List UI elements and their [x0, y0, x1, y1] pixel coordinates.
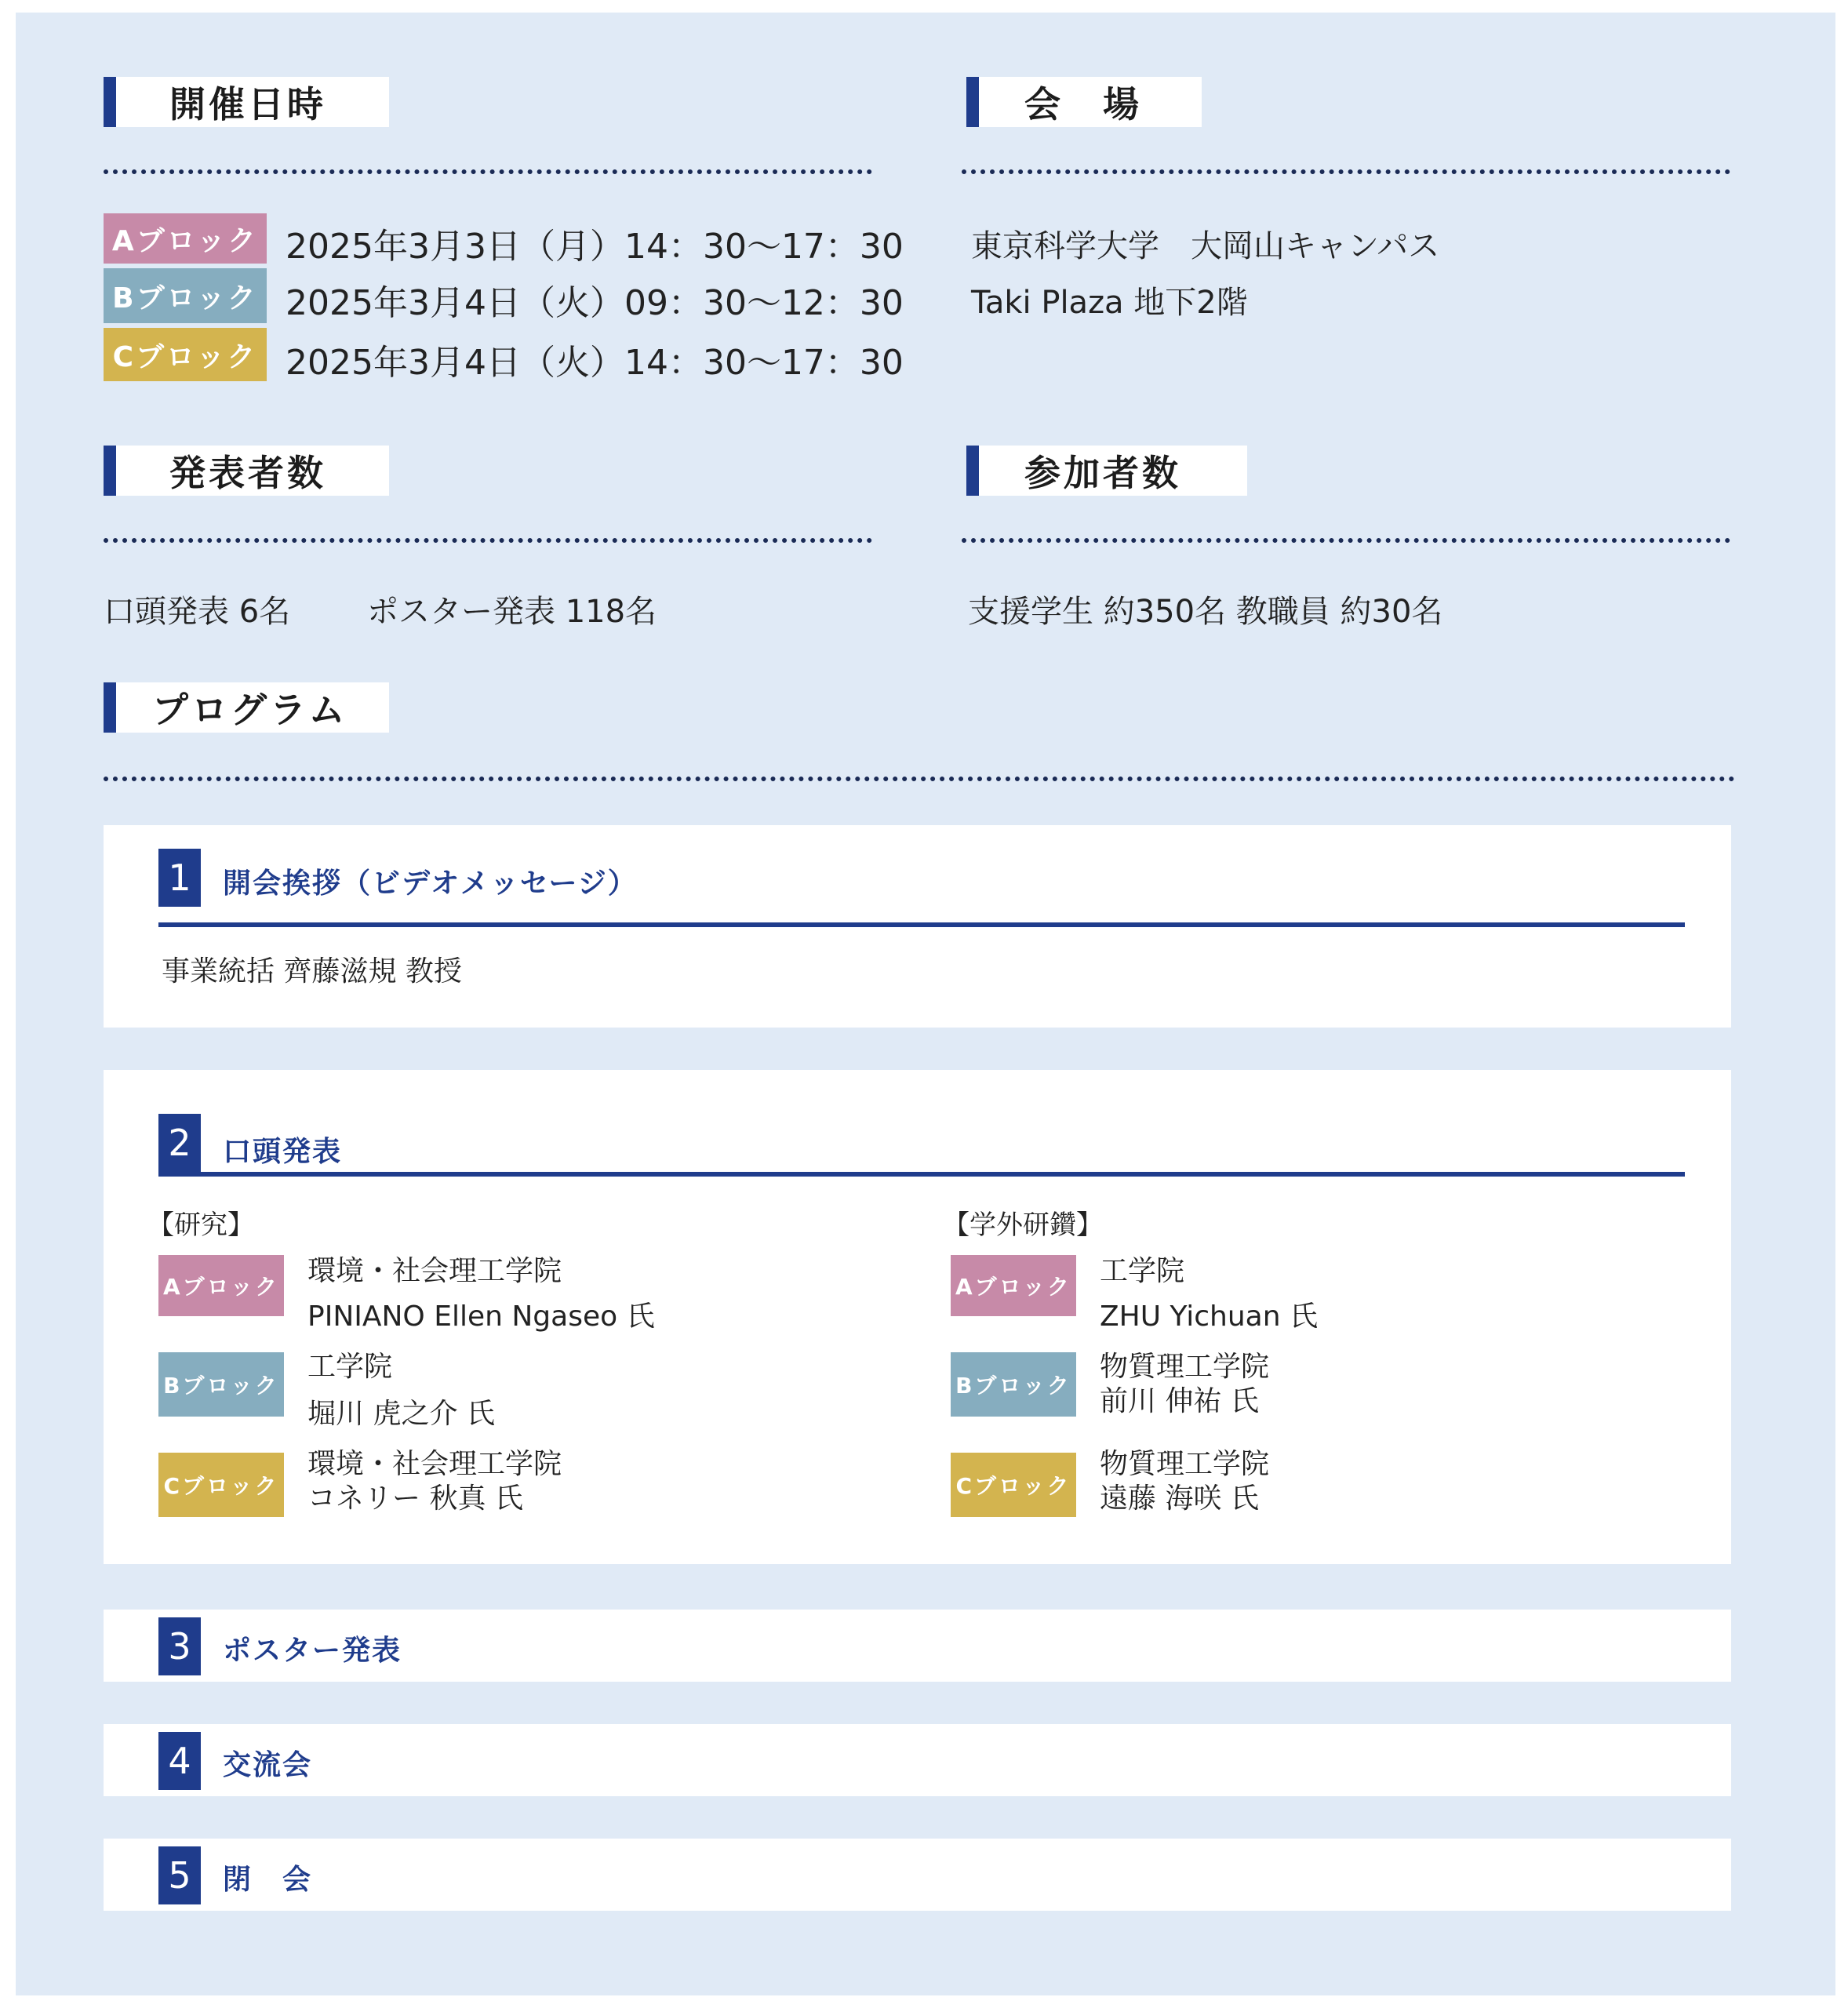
- schedule-block-a-date: 2025年3月3日（月）14：30～17：30: [286, 227, 904, 267]
- venue-divider: [962, 169, 1730, 174]
- program-item-4-title: 交流会: [223, 1749, 313, 1781]
- oral-external-b-badge: Bブロック: [951, 1352, 1076, 1417]
- program-item-1: [104, 825, 1731, 1028]
- oral-research-c-name: コネリー 秋真 氏: [307, 1482, 523, 1515]
- schedule-block-b-date: 2025年3月4日（火）09：30～12：30: [286, 283, 904, 323]
- oral-external-c-name: 遠藤 海咲 氏: [1100, 1482, 1259, 1515]
- oral-research-a-name: PINIANO Ellen Ngaseo 氏: [307, 1300, 655, 1333]
- oral-external-a-name: ZHU Yichuan 氏: [1100, 1300, 1318, 1333]
- program-heading: プログラム: [104, 682, 389, 733]
- participants-divider: [962, 538, 1730, 543]
- program-divider: [104, 777, 1735, 781]
- schedule-block-b-badge: Bブロック: [104, 268, 267, 323]
- schedule-divider: [104, 169, 872, 174]
- oral-external-c-badge: Cブロック: [951, 1453, 1076, 1517]
- program-item-2-rule: [158, 1172, 1685, 1177]
- oral-research-label: 【研究】: [147, 1210, 254, 1241]
- program-item-1-title: 開会挨拶（ビデオメッセージ）: [223, 868, 638, 900]
- oral-research-b-name: 堀川 虎之介 氏: [307, 1398, 495, 1430]
- presenters-divider: [104, 538, 872, 543]
- presenters-oral-count: 口頭発表 6名: [104, 594, 291, 630]
- presenters-poster-count: ポスター発表 118名: [367, 594, 657, 630]
- participants-heading: 参加者数: [966, 446, 1247, 496]
- presenters-heading: 発表者数: [104, 446, 389, 496]
- venue-line-1: 東京科学大学 大岡山キャンパス: [971, 228, 1440, 264]
- participants-count: 支援学生 約350名 教職員 約30名: [968, 594, 1443, 630]
- schedule-block-c-badge: Cブロック: [104, 328, 267, 381]
- oral-research-b-badge: Bブロック: [158, 1352, 284, 1417]
- oral-external-b-school: 物質理工学院: [1100, 1351, 1270, 1383]
- oral-external-c-school: 物質理工学院: [1100, 1448, 1270, 1480]
- oral-research-b-school: 工学院: [307, 1351, 393, 1383]
- program-item-2: [104, 1070, 1731, 1564]
- program-item-4: [104, 1724, 1731, 1796]
- oral-research-c-badge: Cブロック: [158, 1453, 284, 1517]
- program-item-1-number: 1: [158, 849, 201, 907]
- program-item-1-body: 事業統括 齊藤滋規 教授: [162, 955, 462, 988]
- oral-research-a-badge: Aブロック: [158, 1255, 284, 1316]
- oral-external-label: 【学外研鑽】: [943, 1210, 1103, 1241]
- venue-line-2: Taki Plaza 地下2階: [971, 285, 1248, 321]
- oral-external-a-badge: Aブロック: [951, 1255, 1076, 1316]
- program-item-1-rule: [158, 922, 1685, 927]
- program-item-5-number: 5: [158, 1846, 201, 1904]
- program-item-5-title: 閉 会: [223, 1864, 313, 1896]
- venue-heading: 会 場: [966, 77, 1202, 127]
- program-item-4-number: 4: [158, 1732, 201, 1790]
- program-item-3: [104, 1610, 1731, 1682]
- oral-research-c-school: 環境・社会理工学院: [307, 1448, 562, 1480]
- schedule-block-c-date: 2025年3月4日（火）14：30～17：30: [286, 343, 904, 383]
- oral-research-a-school: 環境・社会理工学院: [307, 1255, 562, 1287]
- program-item-2-title: 口頭発表: [223, 1136, 343, 1168]
- schedule-block-a-badge: Aブロック: [104, 213, 267, 264]
- oral-external-b-name: 前川 伸祐 氏: [1100, 1385, 1259, 1417]
- oral-external-a-school: 工学院: [1100, 1255, 1185, 1287]
- program-item-2-number: 2: [158, 1114, 201, 1172]
- program-item-3-number: 3: [158, 1617, 201, 1675]
- program-item-3-title: ポスター発表: [223, 1635, 402, 1667]
- program-item-5: [104, 1839, 1731, 1911]
- schedule-heading: 開催日時: [104, 77, 389, 127]
